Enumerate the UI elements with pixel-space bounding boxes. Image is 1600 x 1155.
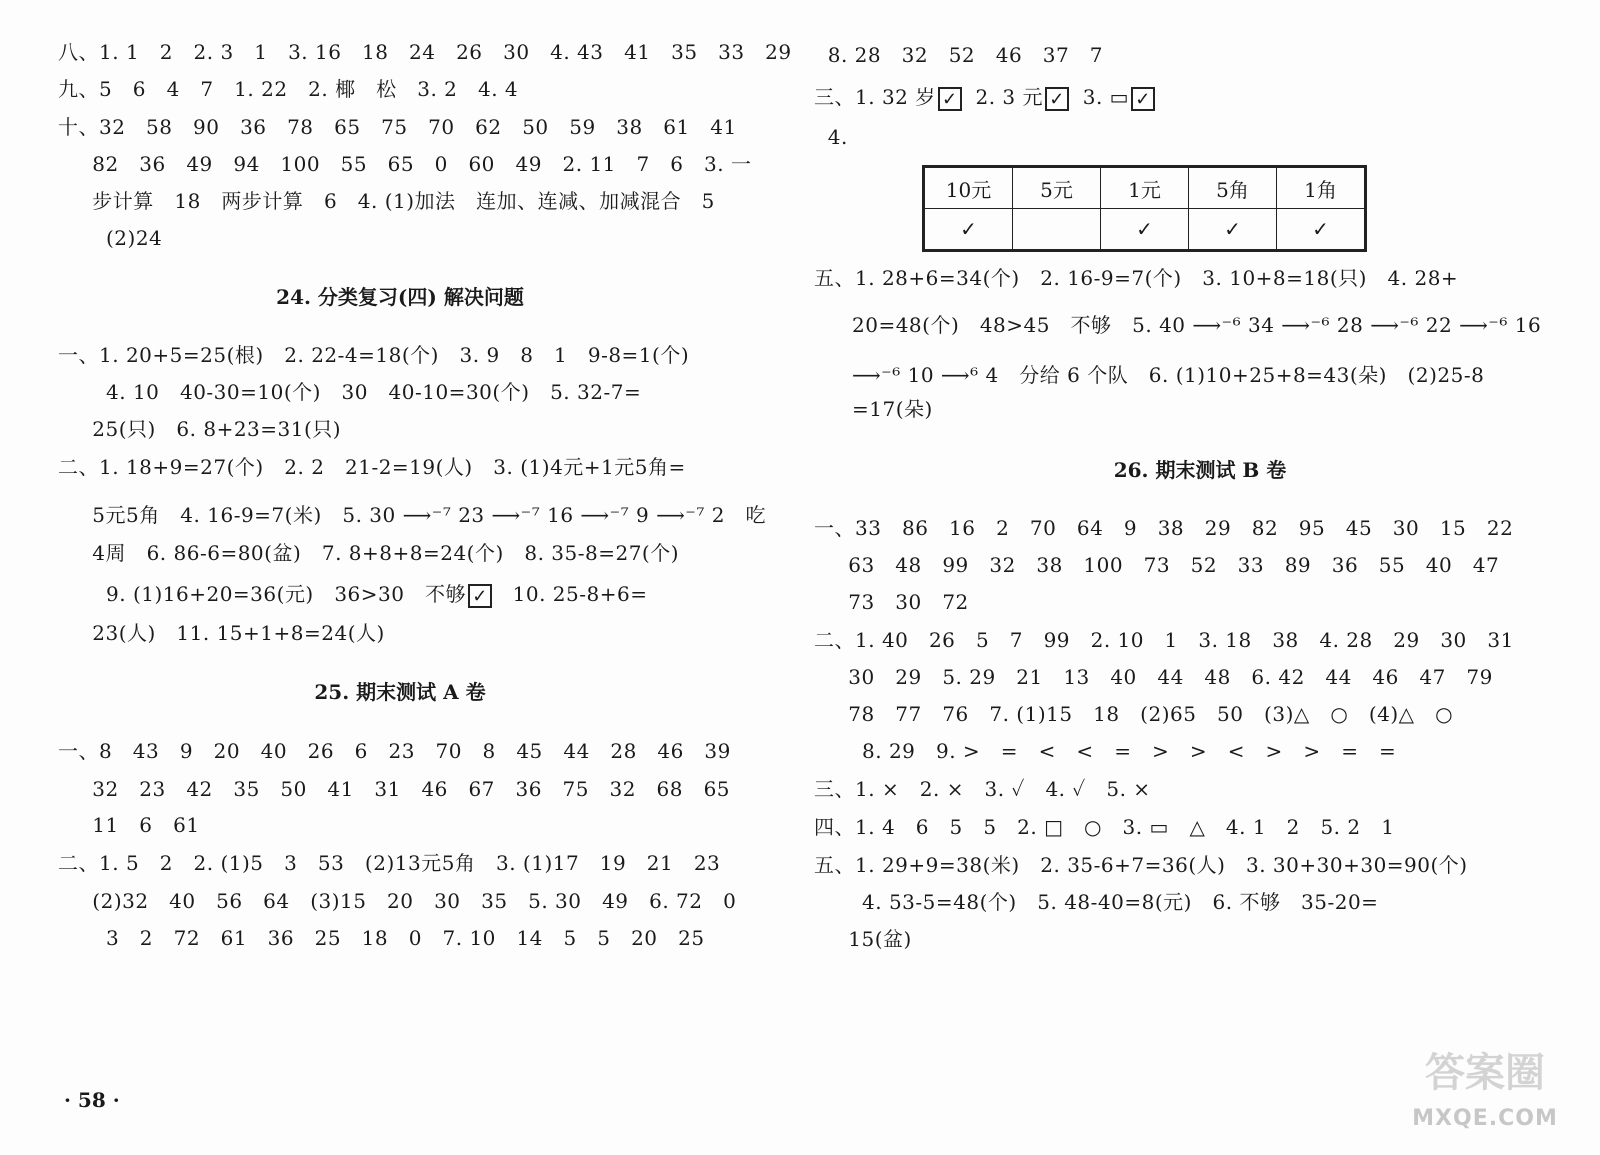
section-26-title: 26. 期末测试 B 卷 (1113, 458, 1287, 482)
money-header-cell: 5角 (1189, 167, 1277, 209)
money-check-cell: ✓ (924, 209, 1013, 251)
money-table-header-row (924, 167, 1366, 209)
money-header-cell: 5元 (1013, 167, 1101, 209)
answer-line: 73 30 72 (814, 590, 969, 614)
money-check-cell: ✓ (1277, 209, 1366, 251)
money-header-cell: 10元 (924, 167, 1013, 209)
answer-line: 四、1. 4 6 5 5 2. □ ○ 3. ▭ △ 4. 1 2 5. 2 1 (814, 815, 1395, 839)
watermark-logo (1410, 1041, 1560, 1131)
answer-line (58, 575, 800, 613)
answer-line: 二、1. 40 26 5 7 99 2. 10 1 3. 18 38 4. 28 29 30 31 (814, 628, 1514, 652)
money-check-cell: ✓ (1101, 209, 1189, 251)
answer-line: 25(只) 6. 8+23=31(只) (58, 417, 342, 441)
answer-line-text: 10. 25-8+6= (492, 582, 648, 606)
check-box: ✓ (468, 584, 492, 608)
money-check-cell (1013, 209, 1101, 251)
answer-line: 3 2 72 61 36 25 18 0 7. 10 14 5 5 20 25 (58, 926, 705, 950)
section-24-title: 24. 分类复习(四) 解决问题 (276, 285, 524, 309)
answer-line: ⟶⁻⁶ 10 ⟶⁶ 4 分给 6 个队 6. (1)10+25+8=43(朵) (2)25-8 (852, 363, 1485, 387)
answer-line: 8. 28 32 52 46 37 7 (814, 43, 1103, 67)
answer-line: 五、1. 28+6=34(个) 2. 16-9=7(个) 3. 10+8=18(只) 4. 28+ (814, 266, 1459, 290)
answer-line-text: 9. (1)16+20=36(元) 36>30 不够 (58, 582, 467, 606)
answer-line: (2)32 40 56 64 (3)15 20 30 35 5. 30 49 6. 72 0 (58, 889, 737, 913)
check-box: ✓ (938, 87, 962, 111)
answer-line: 82 36 49 94 100 55 65 0 60 49 2. 11 7 6 3. 一 (58, 152, 752, 176)
answer-line: 20=48(个) 48>45 不够 5. 40 ⟶⁻⁶ 34 ⟶⁻⁶ 28 ⟶⁻⁶ 22 ⟶⁻⁶ 16 (852, 313, 1542, 337)
answer-line: 4. (814, 125, 848, 149)
answer-line (814, 78, 1600, 116)
answer-line: 一、1. 20+5=25(根) 2. 22-4=18(个) 3. 9 8 1 9-8=1(个) (58, 343, 690, 367)
answer-line: 15(盆) (814, 927, 912, 951)
answer-line: 32 23 42 35 50 41 31 46 67 36 75 32 68 65 (58, 777, 731, 801)
answer-line-text: 3. ▭ (1069, 85, 1130, 109)
answer-line: 11 6 61 (58, 813, 200, 837)
answer-line: 步计算 18 两步计算 6 4. (1)加法 连加、连减、加减混合 5 (58, 189, 715, 213)
answer-line: 78 77 76 7. (1)15 18 (2)65 50 (3)△ ○ (4)△ ○ (814, 702, 1454, 726)
answer-line: 五、1. 29+9=38(米) 2. 35-6+7=36(人) 3. 30+30+30=90(个) (814, 853, 1468, 877)
answer-line: 一、8 43 9 20 40 26 6 23 70 8 45 44 28 46 39 (58, 739, 731, 763)
money-header-cell: 1角 (1277, 167, 1366, 209)
answer-line: 4周 6. 86-6=80(盆) 7. 8+8+8=24(个) 8. 35-8=27(个) (58, 541, 680, 565)
answer-line: 63 48 99 32 38 100 73 52 33 89 36 55 40 47 (814, 553, 1500, 577)
answer-line-text: 2. 3 元 (961, 85, 1043, 109)
answer-line: 九、5 6 4 7 1. 22 2. 椰 松 3. 2 4. 4 (58, 77, 519, 101)
watermark-top-text: 答案圈 (1425, 1050, 1545, 1096)
money-table (922, 165, 1367, 252)
answer-line: 8. 29 9. > = < < = > > < > > = = (814, 739, 1397, 763)
money-table-check-row (924, 209, 1366, 251)
answer-line: 4. 10 40-30=10(个) 30 40-10=30(个) 5. 32-7= (58, 380, 642, 404)
page-number: · 58 · (64, 1088, 120, 1112)
answer-line: 一、33 86 16 2 70 64 9 38 29 82 95 45 30 15 22 (814, 516, 1514, 540)
answer-line: 十、32 58 90 36 78 65 75 70 62 50 59 38 61 41 (58, 115, 737, 139)
answer-line: 二、1. 18+9=27(个) 2. 2 21-2=19(人) 3. (1)4元+1元5角= (58, 455, 686, 479)
answer-line: 5元5角 4. 16-9=7(米) 5. 30 ⟶⁻⁷ 23 ⟶⁻⁷ 16 ⟶⁻⁷ 9 ⟶⁻⁷ 2 吃 (58, 503, 766, 527)
answer-line: 二、1. 5 2 2. (1)5 3 53 (2)13元5角 3. (1)17 19 21 23 (58, 851, 721, 875)
money-check-cell: ✓ (1189, 209, 1277, 251)
answer-line: 30 29 5. 29 21 13 40 44 48 6. 42 44 46 47 79 (814, 665, 1493, 689)
check-box: ✓ (1045, 87, 1069, 111)
money-header-cell: 1元 (1101, 167, 1189, 209)
answer-line-text: 三、1. 32 岁 (814, 85, 936, 109)
check-box: ✓ (1131, 87, 1155, 111)
answer-line: 八、1. 1 2 2. 3 1 3. 16 18 24 26 30 4. 43 41 35 33 29 (58, 40, 792, 64)
watermark-url-text: MXQE.COM (1412, 1106, 1558, 1131)
answer-line: 23(人) 11. 15+1+8=24(人) (58, 621, 385, 645)
answer-line: (2)24 (58, 226, 163, 250)
answer-line: =17(朵) (852, 397, 933, 421)
answer-line: 三、1. × 2. × 3. ✓ 4. ✓ 5. × (814, 777, 1151, 801)
section-25-title: 25. 期末测试 A 卷 (314, 680, 486, 704)
answer-line: 4. 53-5=48(个) 5. 48-40=8(元) 6. 不够 35-20= (814, 890, 1379, 914)
